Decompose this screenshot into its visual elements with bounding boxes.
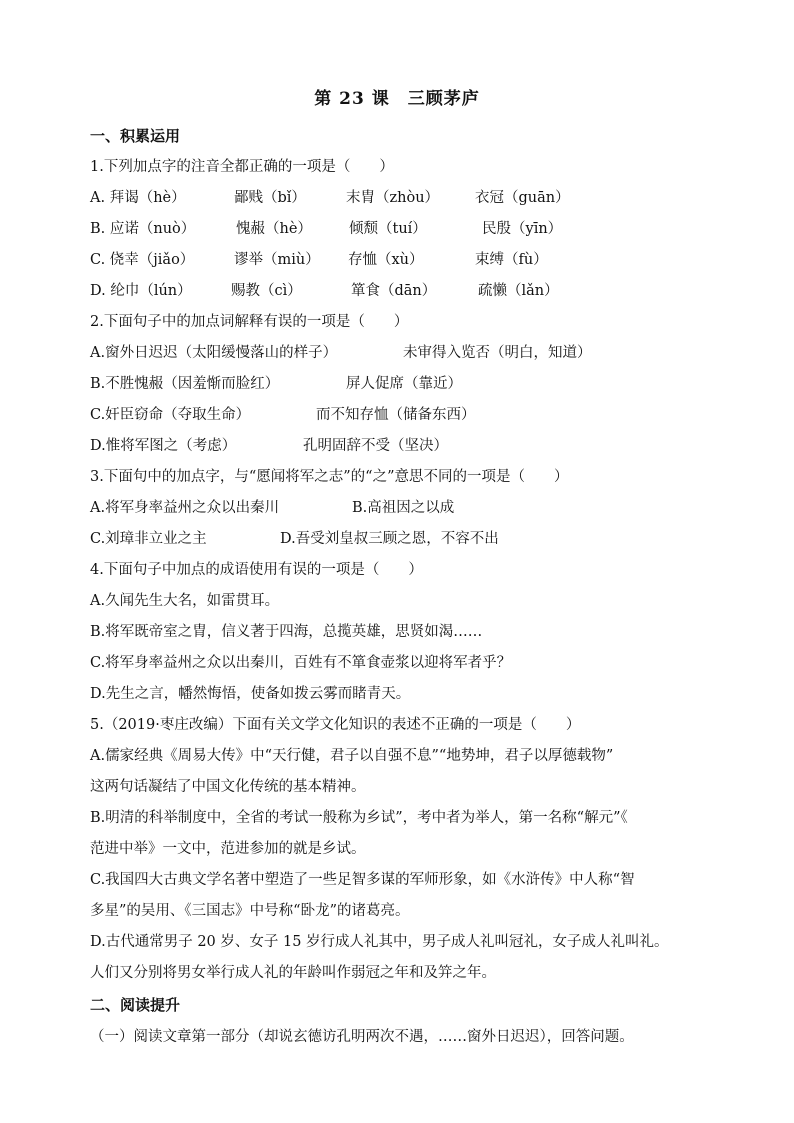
option-cell: 疏懒（lǎn）: [478, 283, 559, 299]
option-cell: A.将军身率益州之众以出秦川: [90, 500, 280, 516]
option-cell: 鄙贱（bǐ）: [234, 190, 306, 206]
page-title: 第 23 课 三顾茅庐: [314, 89, 480, 109]
option-cell: 而不知存恤（储备东西）: [316, 407, 476, 423]
question-4-option-c: C.将军身率益州之众以出秦川，百姓有不箪食壶浆以迎将军者乎？: [90, 655, 512, 671]
option-cell: 愧赧（hè）: [236, 221, 312, 237]
question-4-option-a: A.久闻先生大名，如雷贯耳。: [90, 593, 280, 609]
question-5-line: C.我国四大古典文学名著中塑造了一些足智多谋的军师形象，如《水浒传》中人称“智: [90, 872, 635, 888]
option-cell: A. 拜谒（hè）: [90, 190, 186, 206]
question-5-line: 范进中举》一文中，范进参加的就是乡试。: [90, 841, 366, 857]
option-cell: B.不胜愧赧（因羞惭而脸红）: [90, 376, 280, 392]
option-cell: 赐教（cì）: [231, 283, 302, 299]
option-cell: D. 纶巾（lún）: [90, 283, 192, 299]
question-5-stem: 5.（2019·枣庄改编）下面有关文学文化知识的表述不正确的一项是（ ）: [90, 717, 581, 733]
option-cell: 箪食（dān）: [351, 283, 437, 299]
option-cell: 未审得入览否（明白，知道）: [403, 345, 592, 361]
option-cell: 末胄（zhòu）: [346, 190, 440, 206]
question-4-option-d: D.先生之言，幡然悔悟，使备如拨云雾而睹青天。: [90, 686, 411, 702]
option-cell: 束缚（fù）: [475, 252, 548, 268]
option-cell: C.刘璋非立业之主: [90, 531, 207, 547]
option-cell: C. 侥幸（jiǎo）: [90, 252, 195, 268]
option-cell: B. 应诺（nuò）: [90, 221, 196, 237]
option-cell: 孔明固辞不受（坚决）: [303, 438, 448, 454]
option-cell: D.惟将军图之（考虑）: [90, 438, 237, 454]
option-cell: 屏人促席（靠近）: [346, 376, 462, 392]
question-5-line: D.古代通常男子 20 岁、女子 15 岁行成人礼其中，男子成人礼叫冠礼，女子成人礼叫礼。: [90, 934, 669, 950]
question-5-line: B.明清的科举制度中，全省的考试一般称为乡试”，考中者为举人，第一名称“解元”《: [90, 810, 628, 826]
question-1-stem: 1.下列加点字的注音全都正确的一项是（ ）: [90, 159, 394, 175]
option-cell: 倾颓（tuí）: [349, 221, 427, 237]
option-cell: A.窗外日迟迟（太阳缓慢落山的样子）: [90, 345, 338, 361]
option-cell: 存恤（xù）: [348, 252, 424, 268]
option-cell: 衣冠（guān）: [475, 190, 570, 206]
question-5-line: 这两句话凝结了中国文化传统的基本精神。: [90, 779, 366, 795]
question-4-option-b: B.将军既帝室之胄，信义著于四海，总揽英雄，思贤如渴……: [90, 624, 483, 640]
reading-intro: （一）阅读文章第一部分（却说玄德访孔明两次不遇，……窗外日迟迟），回答问题。: [90, 1029, 634, 1045]
question-3-stem: 3.下面句中的加点字，与“愿闻将军之志”的“之”意思不同的一项是（ ）: [90, 469, 569, 485]
option-cell: 谬举（miù）: [234, 252, 320, 268]
question-5-line: A.儒家经典《周易大传》中“天行健，君子以自强不息”“地势坤，君子以厚德载物”: [90, 748, 614, 764]
question-4-stem: 4.下面句子中加点的成语使用有误的一项是（ ）: [90, 562, 423, 578]
option-cell: D.吾受刘皇叔三顾之恩，不容不出: [280, 531, 499, 547]
option-cell: 民殷（yīn）: [482, 221, 563, 237]
section-heading-reading: 二、阅读提升: [90, 996, 181, 1014]
option-cell: C.奸臣窃命（夺取生命）: [90, 407, 251, 423]
question-5-line: 人们又分别将男女举行成人礼的年龄叫作弱冠之年和及笄之年。: [90, 965, 496, 981]
section-heading-accumulation: 一、积累运用: [90, 127, 181, 145]
option-cell: B.高祖因之以成: [352, 500, 455, 516]
question-2-stem: 2.下面句子中的加点词解释有误的一项是（ ）: [90, 314, 409, 330]
question-5-line: 多星”的吴用、《三国志》中号称“卧龙”的诸葛亮。: [90, 903, 410, 919]
